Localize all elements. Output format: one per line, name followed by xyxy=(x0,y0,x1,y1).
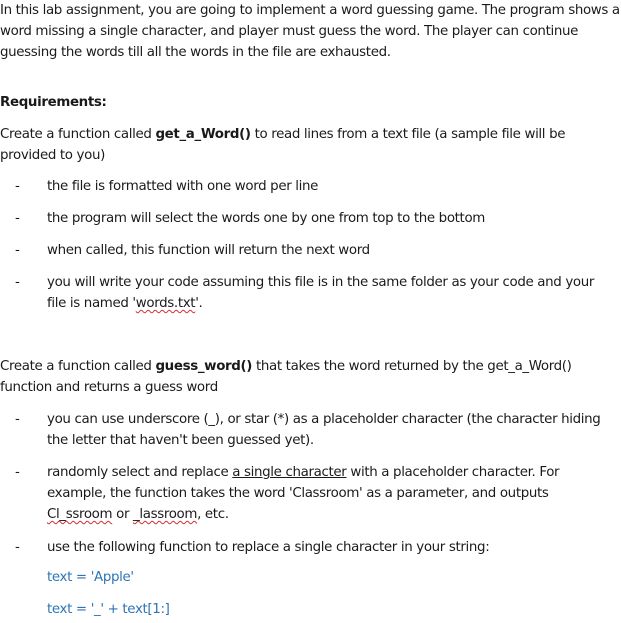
bullet-text: the file is formatted with one word per line xyxy=(47,179,319,194)
section1-line-2: provided to you) xyxy=(0,148,105,163)
filename-pre: file is named ' xyxy=(47,296,136,311)
section2-line1-pre: Create a function called xyxy=(0,359,156,374)
underlined-phrase: a single character xyxy=(232,465,347,480)
section1-line-1 xyxy=(0,124,621,145)
bullet-line-2 xyxy=(47,293,594,314)
example-or: or xyxy=(112,507,134,522)
bullet-text xyxy=(47,272,594,314)
filename-words-txt: words.txt xyxy=(135,296,196,311)
filename-post: '. xyxy=(195,296,203,311)
section1-line1-post: to read lines from a text file (a sample file will be xyxy=(250,127,566,142)
bullet-dash: - xyxy=(15,540,20,555)
bullet-text xyxy=(47,409,600,451)
section2-line-2: function and returns a guess word xyxy=(0,380,218,395)
intro-line-2: word missing a single character, and player must guess the word. The player can continue xyxy=(0,24,579,39)
get-a-word-function-name: get_a_Word() xyxy=(155,127,251,142)
example-post: , etc. xyxy=(197,507,229,522)
bullet-line-2: example, the function takes the word 'Classroom' as a parameter, and outputs xyxy=(47,486,549,501)
intro-line-1: In this lab assignment, you are going to implement a word guessing game. The program shows a xyxy=(0,3,620,18)
bullet-dash: - xyxy=(15,211,20,226)
intro-paragraph xyxy=(0,0,621,63)
bullet-line-2: the letter that haven't been guessed yet). xyxy=(47,433,314,448)
example-cl-ssroom: Cl_ssroom xyxy=(47,507,113,522)
bullet-dash: - xyxy=(15,465,20,480)
section2-line1-post: that takes the word returned by the get_a_Word() xyxy=(252,359,572,374)
section1-paragraph xyxy=(0,124,621,166)
bullet-line-1: you can use underscore (_), or star (*) as a placeholder character (the character hiding xyxy=(47,412,601,427)
bullet-text: the program will select the words one by one from top to the bottom xyxy=(47,211,485,226)
section2-paragraph xyxy=(0,356,621,398)
bullet-dash: - xyxy=(15,243,20,258)
example-lassroom: _lassroom xyxy=(133,507,198,522)
code-line-2: text = '_' + text[1:] xyxy=(47,602,170,617)
bullet-text: use the following function to replace a single character in your string: xyxy=(47,540,490,555)
bullet-line1-post: with a placeholder character. For xyxy=(346,465,560,480)
bullet-line-1: you will write your code assuming this file is in the same folder as your code and your xyxy=(47,275,595,290)
bullet-line-3 xyxy=(47,504,559,525)
requirements-heading xyxy=(0,92,621,113)
section2-line-1 xyxy=(0,356,621,377)
bullet-dash: - xyxy=(15,412,20,427)
guess-word-function-name: guess_word() xyxy=(155,359,253,374)
bullet-dash: - xyxy=(15,275,20,290)
code-line-1: text = 'Apple' xyxy=(47,570,134,585)
section1-line1-pre: Create a function called xyxy=(0,127,156,142)
bullet-text: when called, this function will return the next word xyxy=(47,243,370,258)
bullet-dash: - xyxy=(15,179,20,194)
bullet-text xyxy=(47,462,559,525)
bullet-line1-pre: randomly select and replace xyxy=(47,465,233,480)
bullet-line-1 xyxy=(47,462,559,483)
requirements-heading-text: Requirements: xyxy=(0,95,107,110)
intro-line-3: guessing the words till all the words in the file are exhausted. xyxy=(0,45,391,60)
